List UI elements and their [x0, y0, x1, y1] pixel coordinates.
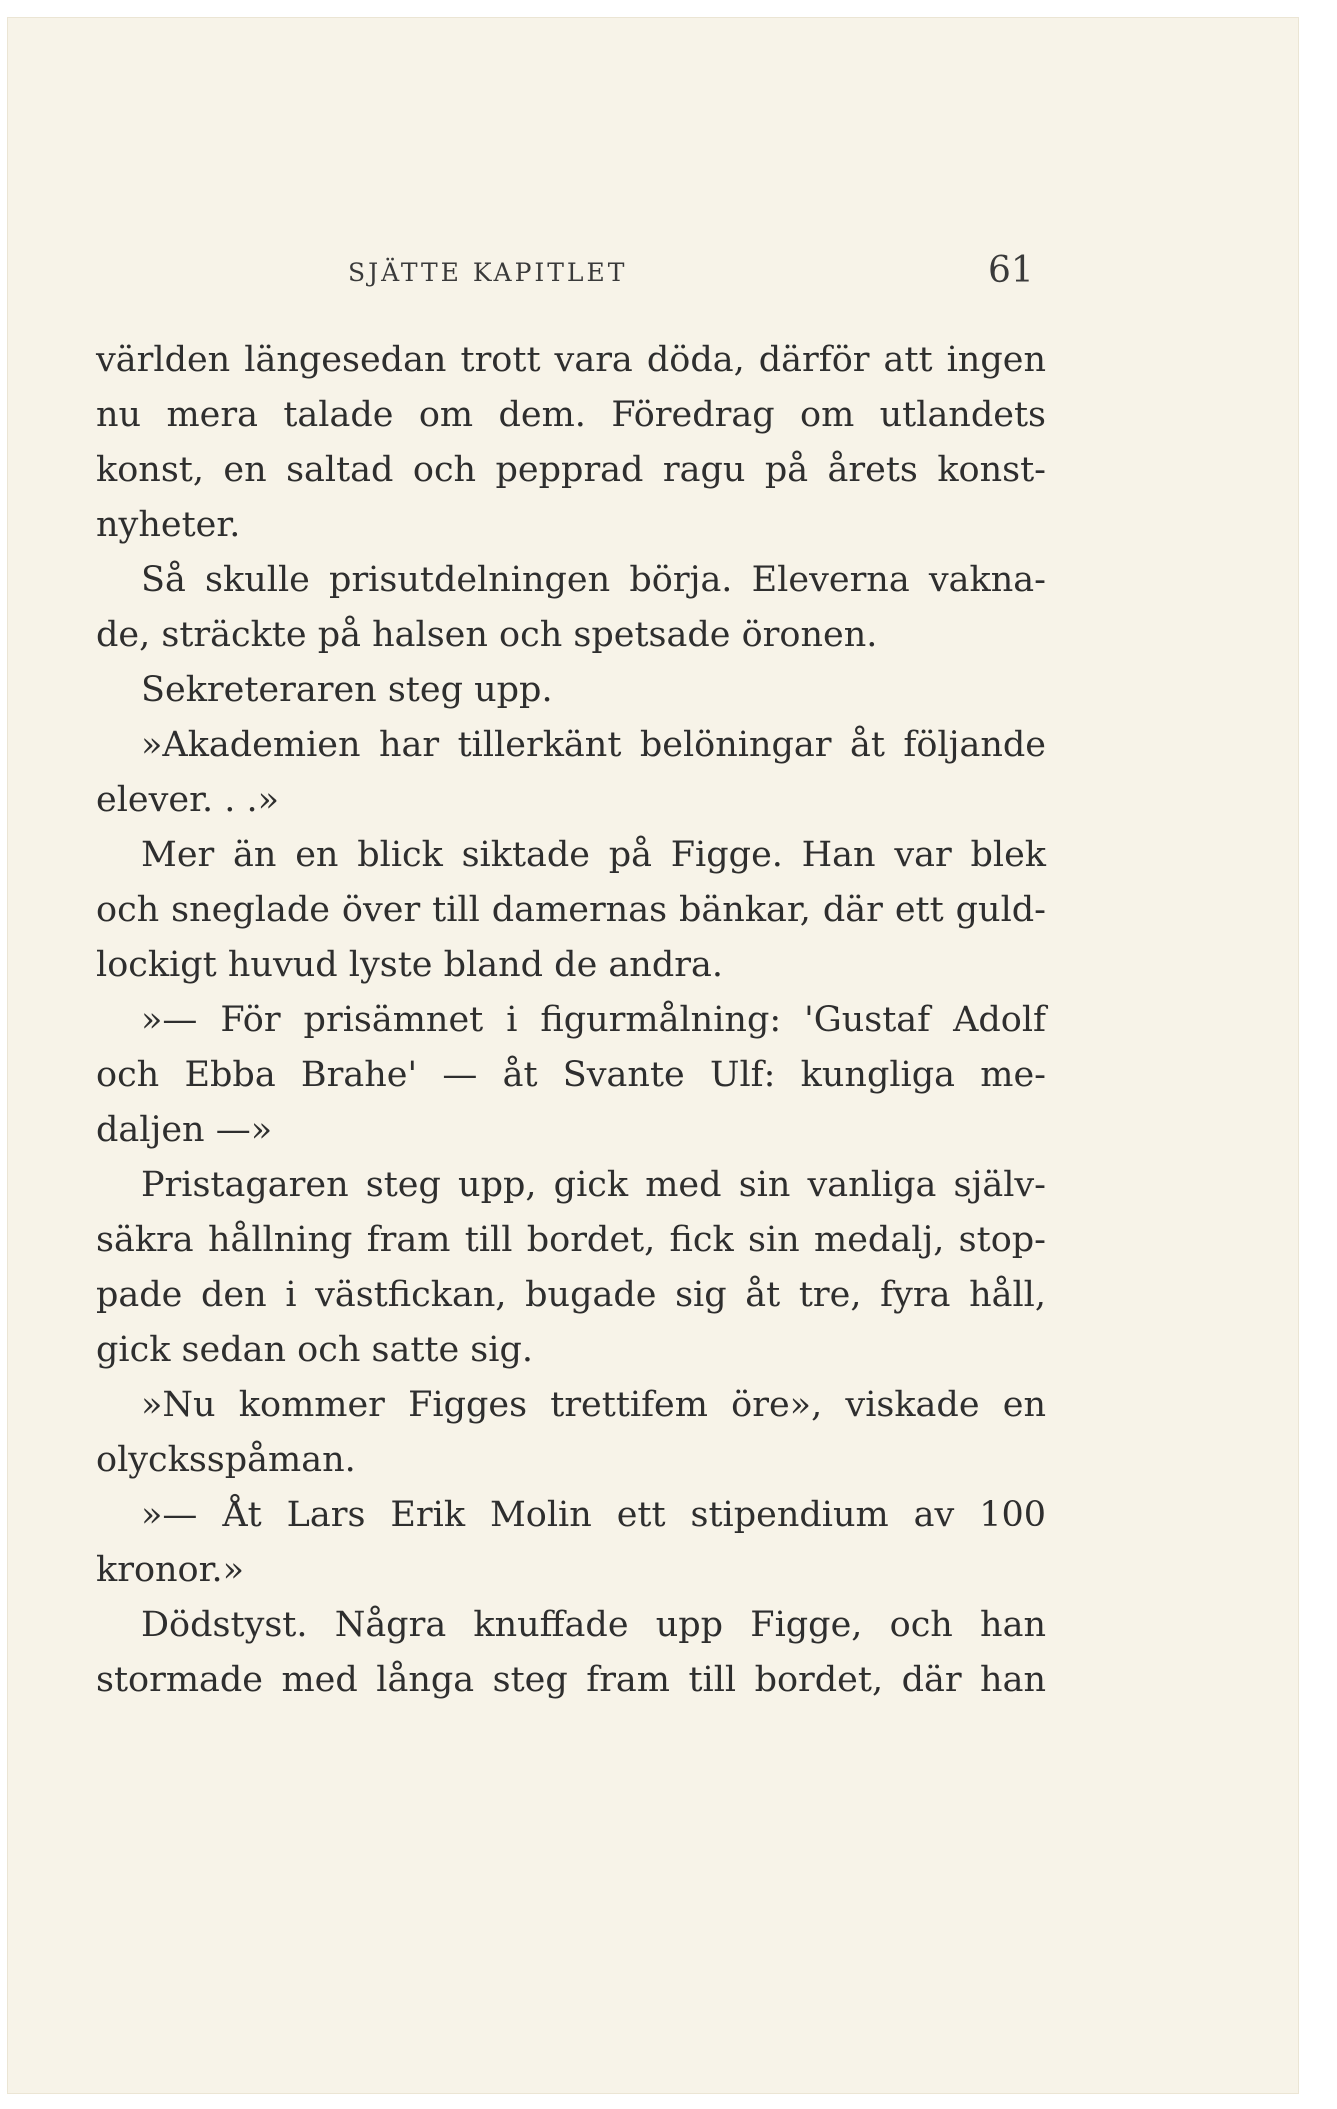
text-line: »Akademien har tillerkänt belöningar åt följande	[141, 725, 1046, 765]
text-line: daljen —»	[96, 1110, 273, 1150]
text-line: och sneglade över till damernas bänkar, där ett guld-	[96, 890, 1046, 930]
text-line: olycksspåman.	[96, 1440, 356, 1480]
text-line: stormade med långa steg fram till bordet, där han	[96, 1660, 1046, 1700]
paragraph	[96, 1158, 1046, 1378]
text-line: »— För prisämnet i figurmålning: 'Gustaf Adolf	[141, 1000, 1046, 1040]
text-line: gick sedan och satte sig.	[96, 1330, 533, 1370]
paragraph	[96, 1598, 1046, 1708]
page-number: 61	[988, 250, 1034, 291]
paragraph	[96, 553, 1046, 718]
text-line: världen längesedan trott vara döda, därför att ingen	[96, 340, 1046, 380]
chapter-title: SJÄTTE KAPITLET	[348, 258, 628, 287]
text-line: och Ebba Brahe' — åt Svante Ulf: kungliga me-	[96, 1055, 1046, 1095]
text-line: nu mera talade om dem. Föredrag om utlandets	[96, 395, 1046, 435]
paragraph	[96, 718, 1046, 828]
text-line: säkra hållning fram till bordet, fick sin medalj, stop-	[96, 1220, 1046, 1260]
text-line: elever. . .»	[96, 780, 280, 820]
text-line: konst, en saltad och pepprad ragu på årets konst-	[96, 450, 1046, 490]
text-line: nyheter.	[96, 505, 241, 545]
body-text	[96, 333, 1046, 1708]
text-line: Pristagaren steg upp, gick med sin vanliga själv-	[141, 1165, 1046, 1205]
text-line: Så skulle prisutdelningen börja. Eleverna vakna-	[141, 560, 1046, 600]
paragraph	[96, 1378, 1046, 1488]
text-line: »— Åt Lars Erik Molin ett stipendium av 100	[141, 1495, 1046, 1535]
text-line: »Nu kommer Figges trettifem öre», viskade en	[141, 1385, 1046, 1425]
book-page	[8, 18, 1298, 2093]
paragraph	[96, 828, 1046, 993]
text-line: kronor.»	[96, 1550, 245, 1590]
text-line: de, sträckte på halsen och spetsade öronen.	[96, 615, 878, 655]
paragraph	[96, 333, 1046, 553]
text-line: lockigt huvud lyste bland de andra.	[96, 945, 723, 985]
text-line: pade den i västfickan, bugade sig åt tre, fyra håll,	[96, 1275, 1046, 1315]
text-line: Sekreteraren steg upp.	[141, 670, 553, 710]
text-line: Mer än en blick siktade på Figge. Han var blek	[141, 835, 1046, 875]
paragraph	[96, 993, 1046, 1158]
text-line: Dödstyst. Några knuffade upp Figge, och han	[141, 1605, 1046, 1645]
running-head	[8, 250, 1298, 308]
paragraph	[96, 1488, 1046, 1598]
